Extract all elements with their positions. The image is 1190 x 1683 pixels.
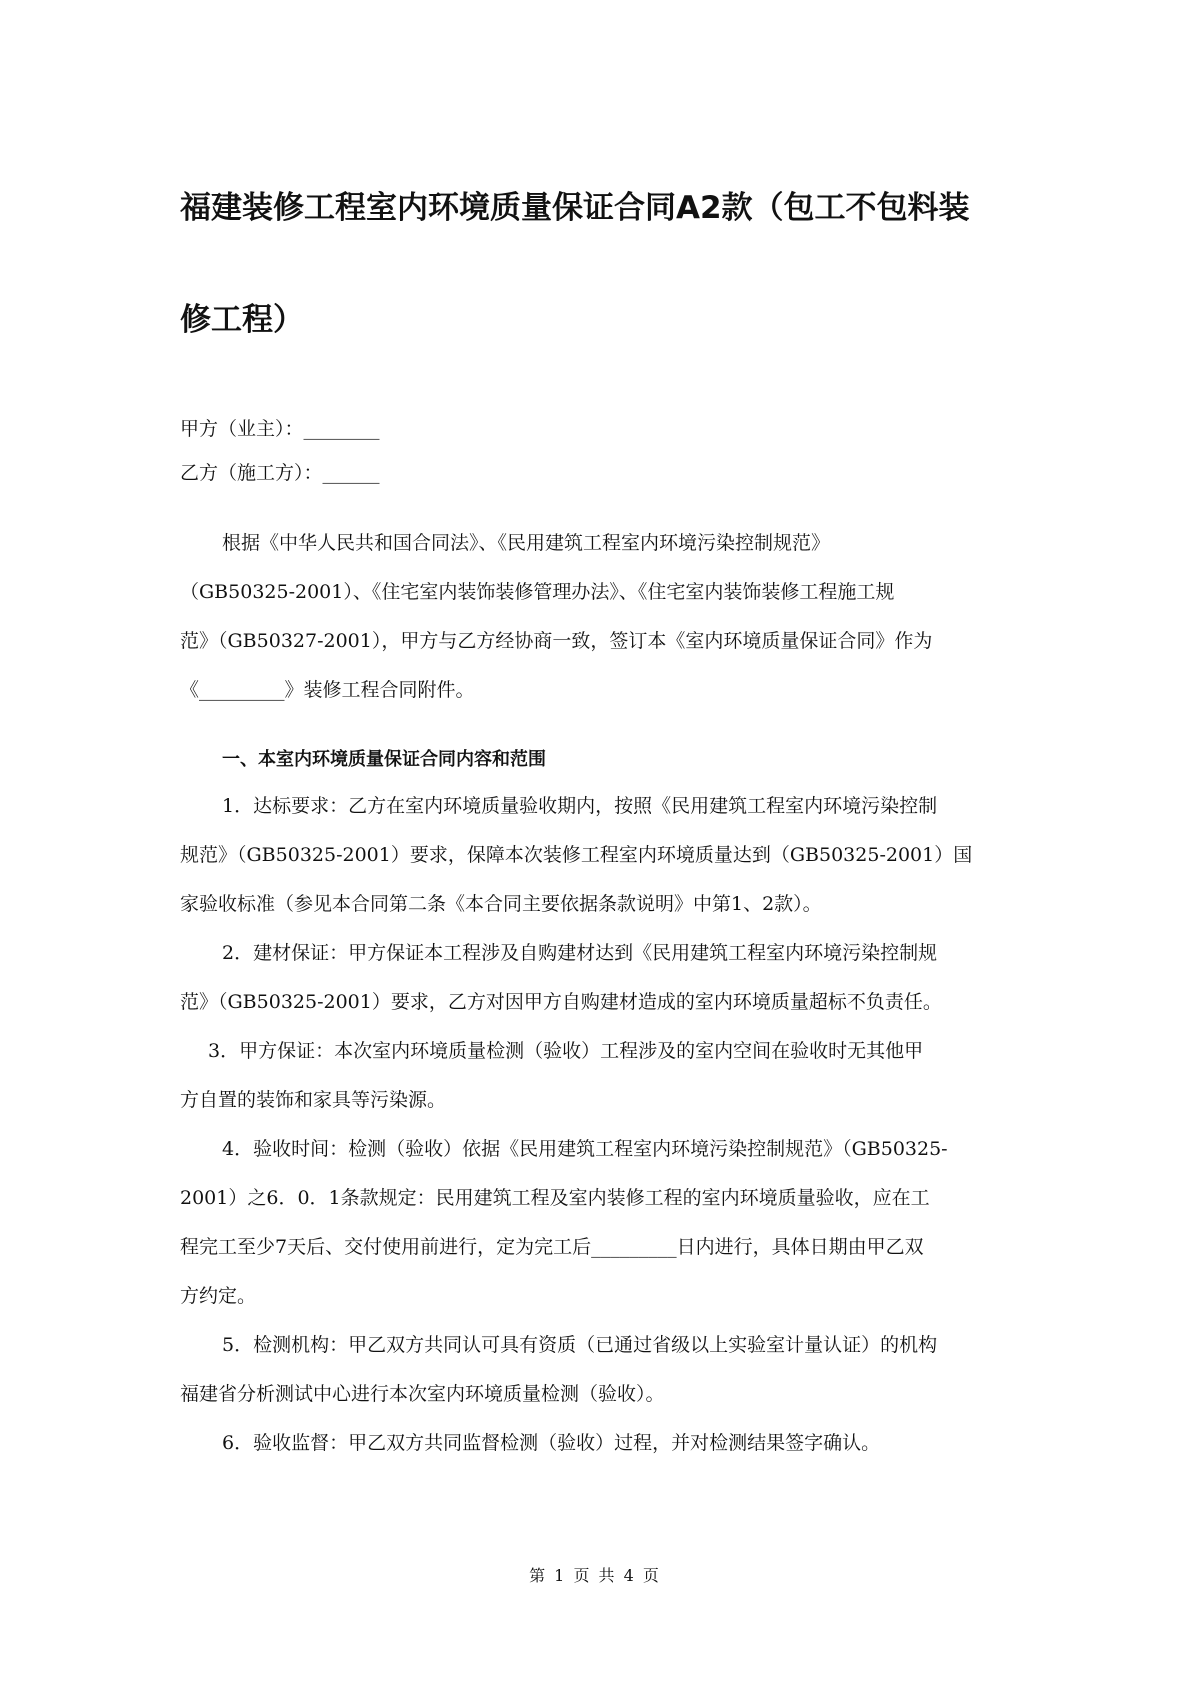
intro-line: （GB50325-2001）、《住宅室内装饰装修管理办法》、《住宅室内装饰装修工程施工规	[180, 581, 895, 603]
intro-line: 范》（GB50327-2001），甲方与乙方经协商一致，签订本《室内环境质量保证合同》作为	[180, 630, 933, 652]
clause-line: 4．验收时间：检测（验收）依据《民用建筑工程室内环境污染控制规范》（GB50325-	[222, 1138, 948, 1160]
clause-line: 家验收标准（参见本合同第二条《本合同主要依据条款说明》中第1、2款）。	[180, 893, 822, 915]
clause-line: 范》（GB50325-2001）要求，乙方对因甲方自购建材造成的室内环境质量超标不负责任。	[180, 991, 942, 1013]
clause-line: 2．建材保证：甲方保证本工程涉及自购建材达到《民用建筑工程室内环境污染控制规	[222, 942, 938, 964]
intro-line: 《_________》装修工程合同附件。	[180, 679, 475, 701]
clause-line: 3．甲方保证：本次室内环境质量检测（验收）工程涉及的室内空间在验收时无其他甲	[208, 1040, 924, 1062]
clause-line: 程完工至少7天后、交付使用前进行，定为完工后_________日内进行，具体日期由甲乙双	[180, 1236, 924, 1258]
clause-line: 福建省分析测试中心进行本次室内环境质量检测（验收）。	[180, 1383, 665, 1405]
title-line-1: 福建装修工程室内环境质量保证合同A2款（包工不包料装	[180, 190, 970, 226]
intro-line: 根据《中华人民共和国合同法》、《民用建筑工程室内环境污染控制规范》	[222, 532, 831, 554]
party-b-line: 乙方（施工方）：______	[180, 462, 380, 484]
clause-line: 5．检测机构：甲乙双方共同认可具有资质（已通过省级以上实验室计量认证）的机构	[222, 1334, 938, 1356]
clause-line: 规范》（GB50325-2001）要求，保障本次装修工程室内环境质量达到（GB50325-2001）国	[180, 844, 973, 866]
section-1-body	[180, 782, 1016, 1468]
page-footer: 第 1 页 共 4 页	[529, 1566, 661, 1585]
clause-line: 1．达标要求：乙方在室内环境质量验收期内，按照《民用建筑工程室内环境污染控制	[222, 795, 938, 817]
clause-line: 6．验收监督：甲乙双方共同监督检测（验收）过程，并对检测结果签字确认。	[222, 1432, 881, 1454]
clause-line: 方自置的装饰和家具等污染源。	[180, 1089, 447, 1111]
intro-paragraph	[180, 519, 1016, 715]
section-1-heading: 一、本室内环境质量保证合同内容和范围	[222, 749, 546, 770]
title-line-2: 修工程）	[180, 302, 304, 338]
party-a-line: 甲方（业主）：________	[180, 418, 380, 440]
clause-line: 2001）之6．0．1条款规定：民用建筑工程及室内装修工程的室内环境质量验收，应在工	[180, 1187, 930, 1209]
clause-line: 方约定。	[180, 1285, 257, 1307]
document-title	[180, 180, 1020, 404]
